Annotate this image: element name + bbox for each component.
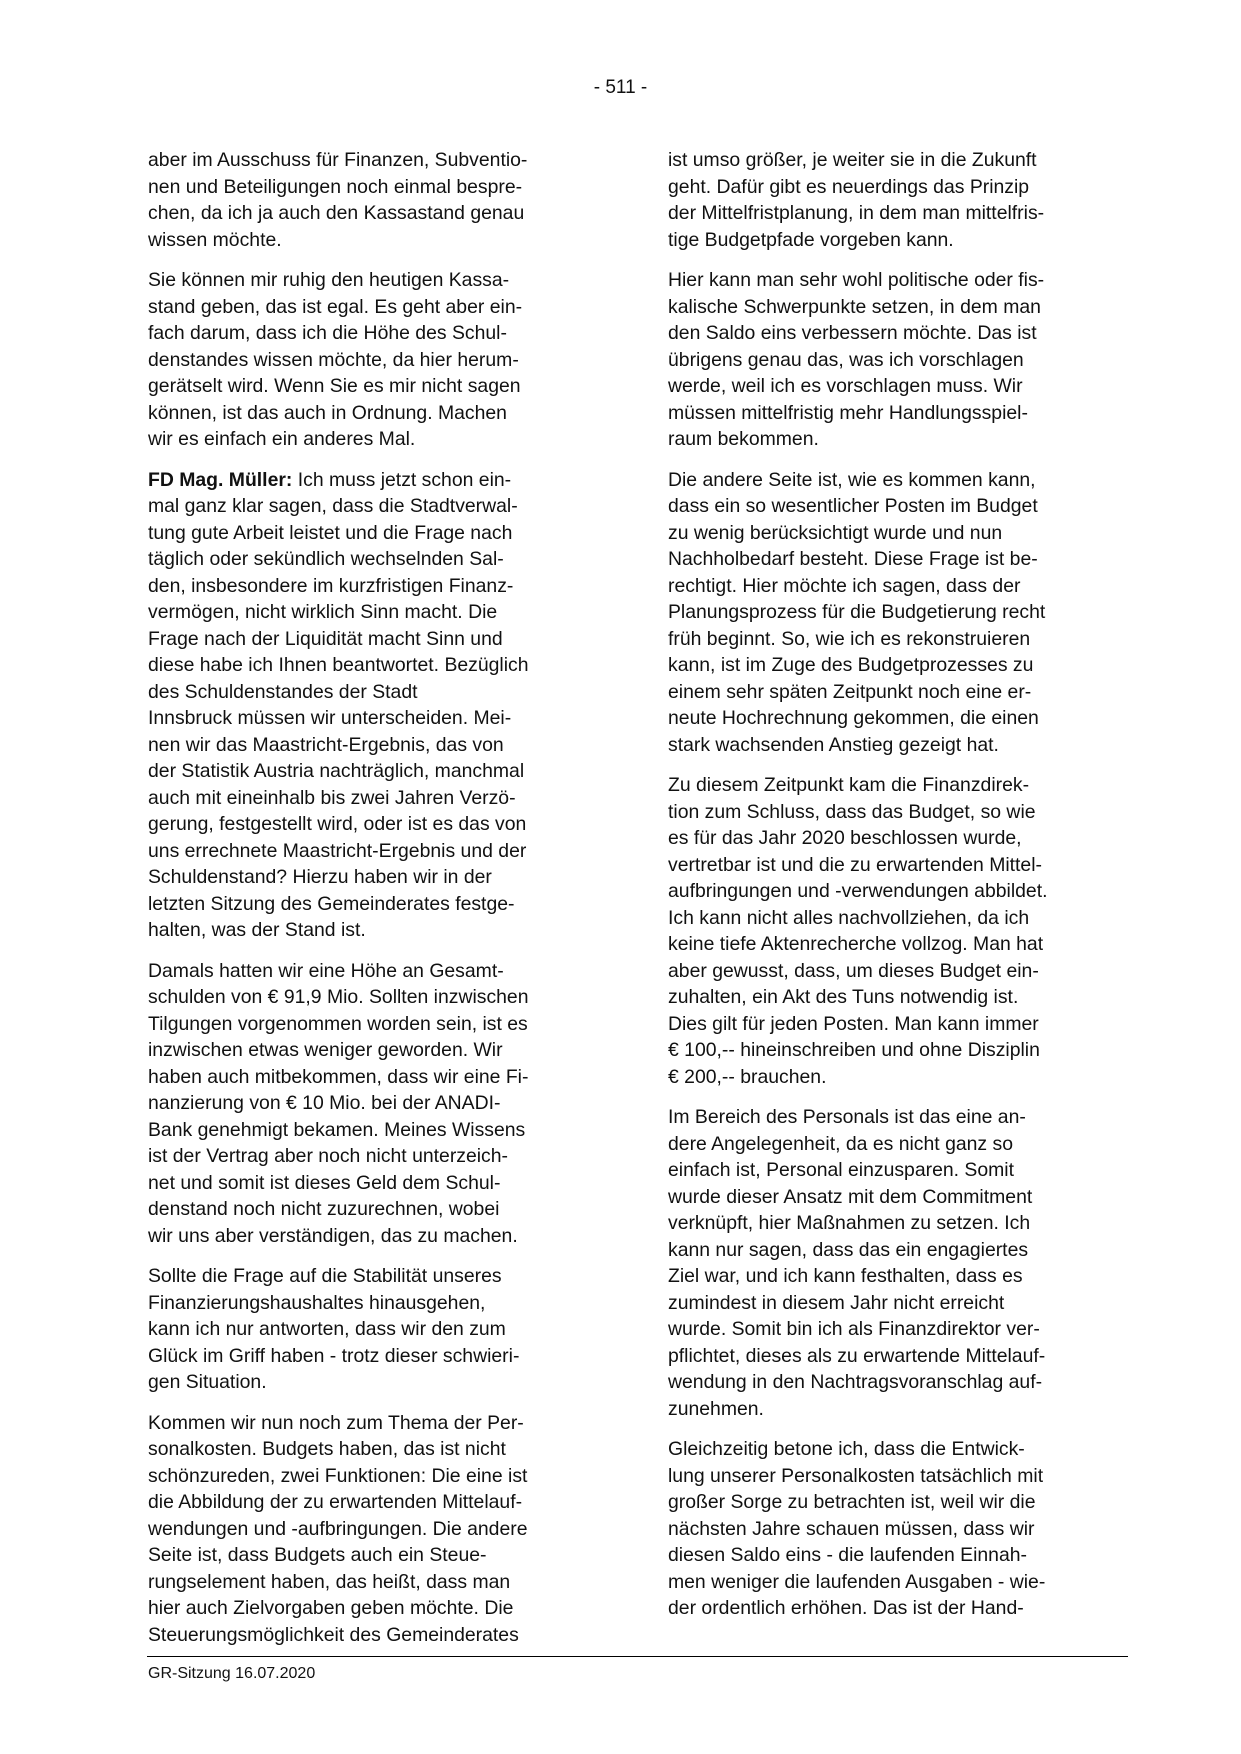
speaker-name: FD Mag. Müller: xyxy=(148,468,293,491)
footer-divider xyxy=(147,1656,1128,1657)
right-paragraph-2: Hier kann man sehr wohl politische oder fis- kalische Schwerpunkte setzen, in dem man den Saldo eins verbessern möchte. Das ist übrigens genau das, was ich vorschlagen werde, weil ich es vorschlagen muss. Wir müssen mittelfristig mehr Handlungsspiel- raum bekommen. xyxy=(668,269,1045,450)
right-paragraph-6: Gleichzeitig betone ich, dass die Entwick- lung unserer Personalkosten tatsächlich mit großer Sorge zu betrachten ist, weil wir die nächsten Jahre schauen müssen, dass wir diesen Saldo eins - die laufenden Einnah- men weniger die laufenden Ausgaben - wie- der ordentlich erhöhen. Das ist der Hand- xyxy=(668,1438,1046,1619)
left-paragraph-5: Sollte die Frage auf die Stabilität unseres Finanzierungshaushaltes hinausgehen, kann ich nur antworten, dass wir den zum Glück im Griff haben - trotz dieser schwieri- gen Situation. xyxy=(148,1265,520,1393)
left-paragraph-3 xyxy=(148,467,603,944)
speaker-statement: Ich muss jetzt schon ein- mal ganz klar sagen, dass die Stadtverwal- tung gute Arbeit leistet und die Frage nach täglich oder sekündlich wechselnden Sal- den, insbesondere im kurzfristigen Finanz- vermögen, nicht wirklich Sinn macht. Die Frage nach der Liquidität macht Sinn und diese habe ich Ihnen beantwortet. Bezüglich des Schuldenstandes der Stadt Innsbruck müssen wir unterscheiden. Mei- nen wir das Maastricht-Ergebnis, das von der Statistik Austria nachträglich, manchmal auch mit eineinhalb bis zwei Jahren Verzö- gerung, festgestellt wird, oder ist es das von uns errechnete Maastricht-Ergebnis und der Schuldenstand? Hierzu haben wir in der letzten Sitzung des Gemeinderates festge- halten, was der Stand ist. xyxy=(148,468,529,941)
left-paragraph-6: Kommen wir nun noch zum Thema der Per- sonalkosten. Budgets haben, das ist nicht schönzureden, zwei Funktionen: Die eine ist die Abbildung der zu erwartenden Mittelauf- wendungen und -aufbringungen. Die andere Seite ist, dass Budgets auch ein Steue- rungselement haben, das heißt, dass man hier auch Zielvorgaben geben möchte. Die Steuerungsmöglichkeit des Gemeinderates xyxy=(148,1411,528,1646)
right-paragraph-4: Zu diesem Zeitpunkt kam die Finanzdirek- tion zum Schluss, dass das Budget, so wie es für das Jahr 2020 beschlossen wurde, vertretbar ist und die zu erwartenden Mittel- aufbringungen und -verwendungen abbildet. Ich kann nicht alles nachvollziehen, da ich keine tiefe Aktenrecherche vollzog. Man hat aber gewusst, dass, um dieses Budget ein- zuhalten, ein Akt des Tuns notwendig ist. Dies gilt für jeden Posten. Man kann immer € 100,-- hineinschreiben und ohne Disziplin € 200,-- brauchen. xyxy=(668,774,1048,1088)
left-paragraph-2: Sie können mir ruhig den heutigen Kassa- stand geben, das ist egal. Es geht aber ein- fach darum, dass ich die Höhe des Schul- denstandes wissen möchte, da hier herum- gerätselt wird. Wenn Sie es mir nicht sagen können, ist das auch in Ordnung. Machen wir es einfach ein anderes Mal. xyxy=(148,269,523,450)
left-column xyxy=(148,147,603,1662)
footer-session-date: GR-Sitzung 16.07.2020 xyxy=(148,1665,316,1682)
right-paragraph-1: ist umso größer, je weiter sie in die Zukunft geht. Dafür gibt es neuerdings das Prinzip der Mittelfristplanung, in dem man mittelfris- tige Budgetpfade vorgeben kann. xyxy=(668,149,1045,251)
right-paragraph-3: Die andere Seite ist, wie es kommen kann, dass ein so wesentlicher Posten im Budget zu wenig berücksichtigt wurde und nun Nachholbedarf besteht. Diese Frage ist be- rechtigt. Hier möchte ich sagen, dass der Planungsprozess für die Budgetierung recht früh beginnt. So, wie ich es rekonstruieren kann, ist im Zuge des Budgetprozesses zu einem sehr späten Zeitpunkt noch eine er- neute Hochrechnung gekommen, die einen stark wachsenden Anstieg gezeigt hat. xyxy=(668,468,1046,756)
right-column xyxy=(668,147,1126,1636)
left-paragraph-4: Damals hatten wir eine Höhe an Gesamt- schulden von € 91,9 Mio. Sollten inzwischen Tilgungen vorgenommen worden sein, ist es inzwischen etwas weniger geworden. Wir haben auch mitbekommen, dass wir eine Fi- nanzierung von € 10 Mio. bei der ANADI- Bank genehmigt bekamen. Meines Wissens ist der Vertrag aber noch nicht unterzeich- net und somit ist dieses Geld dem Schul- denstand noch nicht zuzurechnen, wobei wir uns aber verständigen, das zu machen. xyxy=(148,959,529,1247)
left-paragraph-1: aber im Ausschuss für Finanzen, Subventio- nen und Beteiligungen noch einmal bespre- chen, da ich ja auch den Kassastand genau wissen möchte. xyxy=(148,149,528,251)
page-number: - 511 - xyxy=(593,77,648,98)
right-paragraph-5: Im Bereich des Personals ist das eine an- dere Angelegenheit, da es nicht ganz so einfach ist, Personal einzusparen. Somit wurde dieser Ansatz mit dem Commitment verknüpft, hier Maßnahmen zu setzen. Ich kann nur sagen, dass das ein engagiertes Ziel war, und ich kann festhalten, dass es zumindest in diesem Jahr nicht erreicht wurde. Somit bin ich als Finanzdirektor ver- pflichtet, dieses als zu erwartende Mittelauf- wendung in den Nachtragsvoranschlag auf- zunehmen. xyxy=(668,1106,1046,1420)
